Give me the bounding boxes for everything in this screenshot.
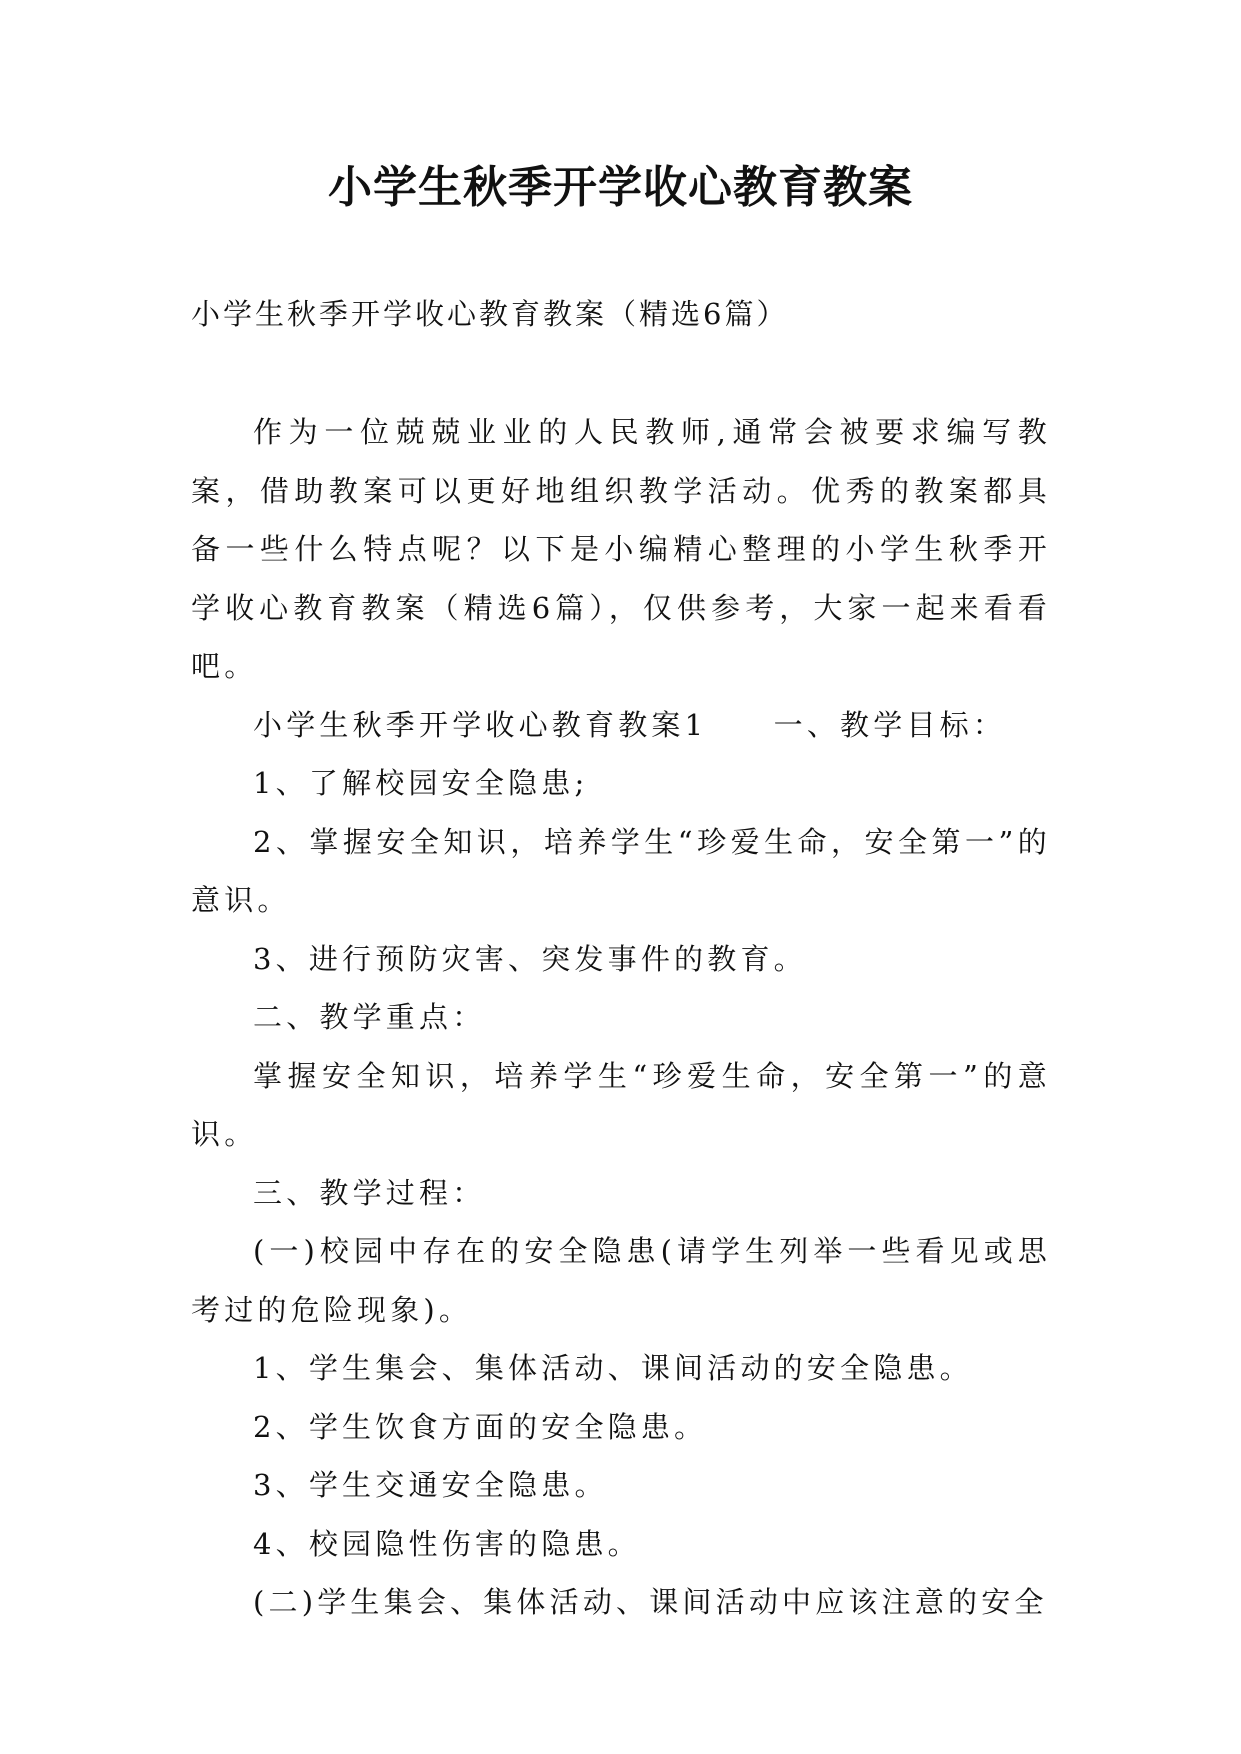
intro-paragraph: 作为一位兢兢业业的人民教师,通常会被要求编写教案，借助教案可以更好地组织教学活动。优秀的教案都具备一些什么特点呢？以下是小编精心整理的小学生秋季开学收心教育教案（精选6篇），仅供参考，大家一起来看看吧。 (191, 415, 1051, 683)
list-item: 4、校园隐性伤害的隐患。 (253, 1526, 641, 1561)
list-item: 2、掌握安全知识，培养学生“珍爱生命，安全第一”的意识。 (191, 824, 1051, 917)
list-item: 2、学生饮食方面的安全隐患。 (253, 1409, 708, 1444)
list-item: 1、了解校园安全隐患; (253, 766, 589, 800)
list-item: 1、学生集会、集体活动、课间活动的安全隐患。 (253, 1351, 973, 1385)
document-body (191, 403, 1051, 1632)
paragraph: 掌握安全知识，培养学生“珍爱生命，安全第一”的意识。 (191, 1058, 1051, 1151)
section-heading-1: 小学生秋季开学收心教育教案1 一、教学目标： (253, 707, 1007, 742)
paragraph: (二)学生集会、集体活动、课间活动中应该注意的安全 (253, 1585, 1048, 1619)
document-title: 小学生秋季开学收心教育教案 (328, 162, 913, 213)
document-subtitle: 小学生秋季开学收心教育教案（精选6篇） (191, 297, 789, 331)
list-item: 3、学生交通安全隐患。 (253, 1468, 608, 1502)
section-heading: 三、教学过程： (253, 1175, 486, 1210)
list-item: 3、进行预防灾害、突发事件的教育。 (253, 941, 807, 976)
section-heading: 二、教学重点： (253, 1000, 486, 1034)
paragraph: (一)校园中存在的安全隐患(请学生列举一些看见或思考过的危险现象)。 (191, 1234, 1051, 1327)
